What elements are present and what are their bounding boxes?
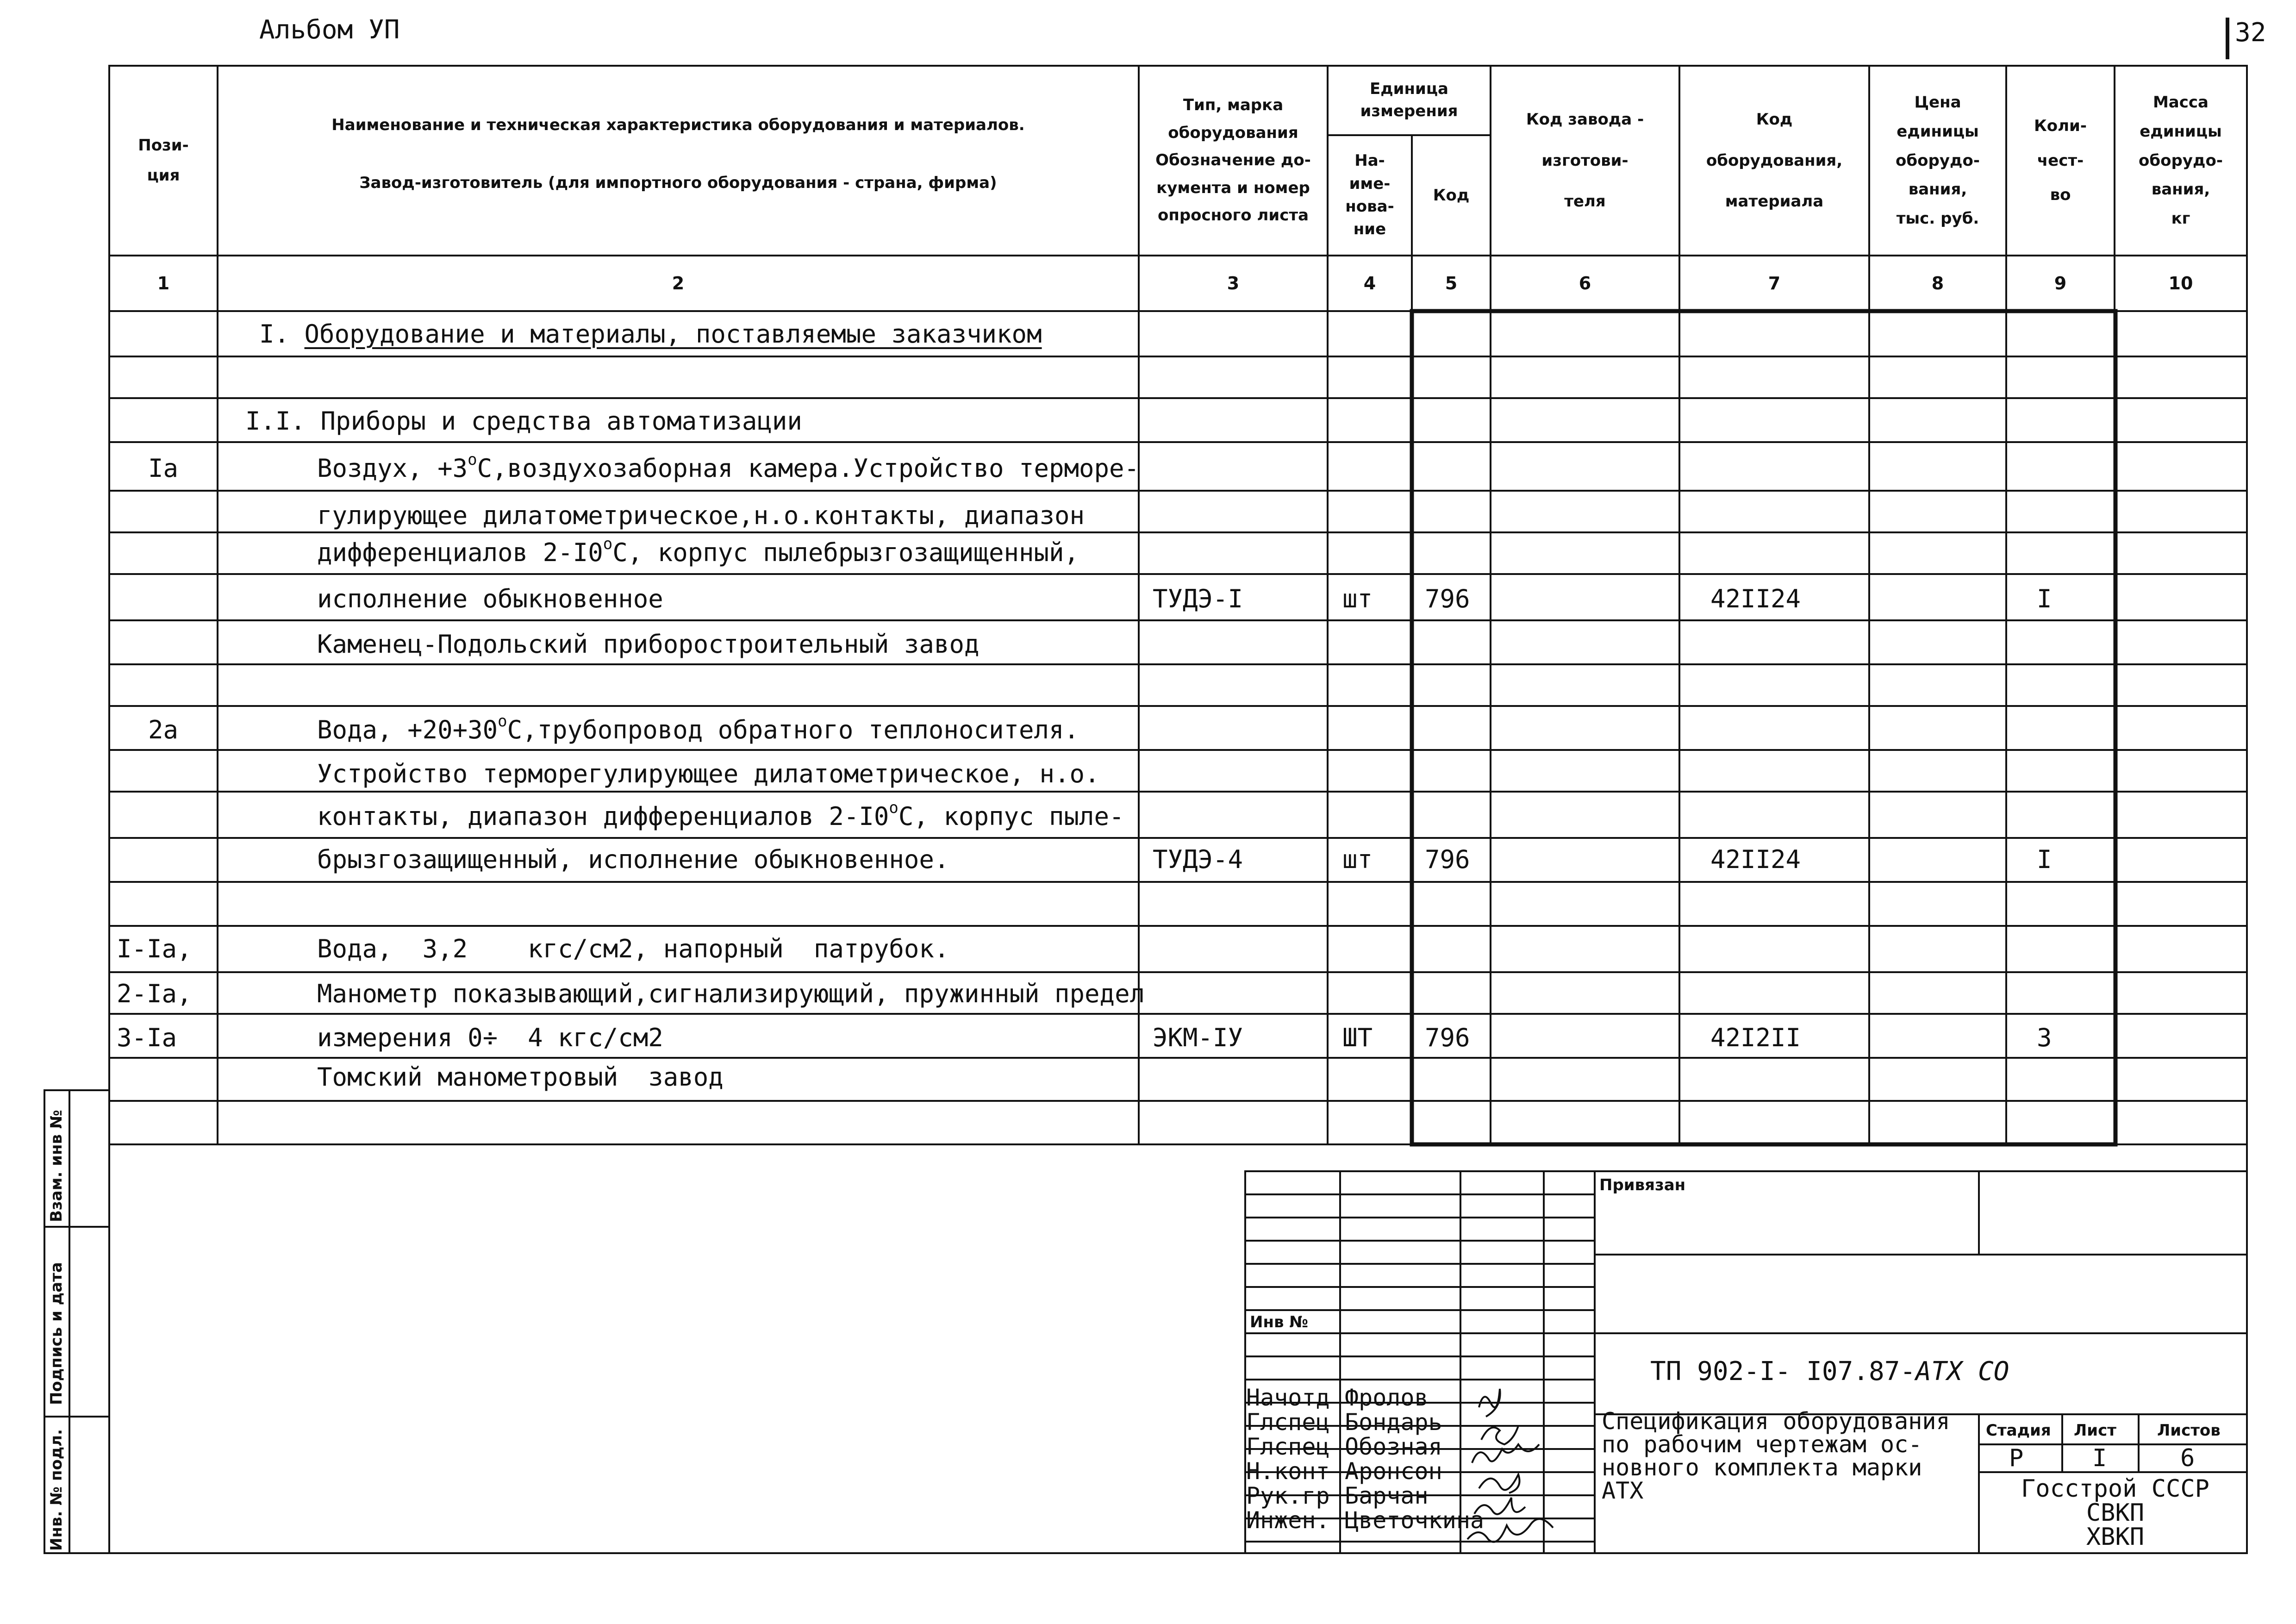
item-2a-line4: брызгозащищенный, исполнение обыкновенное.: [317, 845, 949, 874]
document-code-main: ТП 902-I- I07.87-: [1650, 1356, 1916, 1387]
signature-name: Барчан: [1345, 1482, 1429, 1509]
item-2a-line3-b: С, корпус пыле-: [898, 802, 1124, 831]
signature-name: Аронсон: [1345, 1458, 1442, 1485]
signature-role: Начотд: [1246, 1384, 1330, 1411]
item-3-line2: Манометр показывающий,сигнализирующий, пружинный предел: [317, 979, 1145, 1008]
item-1a-position: Iа: [148, 454, 179, 483]
header-factory-code: Код завода - изготови- теля: [1526, 110, 1644, 211]
side-replaced-inv: Взам. инв №: [47, 1110, 66, 1222]
item-1a-unit: шт: [1342, 584, 1373, 613]
signature-name: Цветочкина: [1345, 1507, 1485, 1534]
sheets-value: 6: [2180, 1444, 2195, 1472]
signature-3: [1472, 1444, 1539, 1463]
degree-sup: о: [603, 535, 613, 553]
column-number: 3: [1227, 273, 1240, 294]
item-1a-line1-b: С,воздухозаборная камера.Устройство терморе-: [477, 454, 1140, 483]
item-1a-line3-a: дифференциалов 2-I0: [317, 538, 603, 567]
item-2a-position: 2а: [148, 715, 179, 744]
signature-name: Бондарь: [1345, 1409, 1442, 1436]
signature-role: Глспец: [1246, 1409, 1330, 1436]
title-block-inv-no: Инв №: [1250, 1313, 1309, 1331]
item-2a-line3-a: контакты, диапазон дифференциалов 2-I0: [317, 802, 889, 831]
item-1a-line5: Каменец-Подольский приборостроительный завод: [317, 630, 980, 659]
header-unit: Единица измерения: [1360, 80, 1458, 120]
item-3-quantity: 3: [2037, 1023, 2052, 1052]
sheets-label: Листов: [2157, 1421, 2221, 1440]
document-code-suffix: АТХ СО: [1915, 1356, 2009, 1387]
item-2a-line1-b: С,трубопровод обратного теплоносителя.: [507, 715, 1079, 744]
header-quantity: Коли- чест- во: [2034, 116, 2087, 205]
column-number: 1: [157, 273, 170, 294]
title-block-bound: Привязан: [1599, 1176, 1686, 1194]
side-inv-no-original: Инв. № подл.: [47, 1429, 66, 1551]
column-number: 6: [1578, 273, 1591, 294]
header-price: Цена единицы оборудо- вания, тыс. руб.: [1896, 93, 1980, 228]
item-2a-unit-code: 796: [1425, 845, 1470, 874]
item-1a-line3-b: С, корпус пылебрызгозащищенный,: [612, 538, 1079, 567]
sheet-value: I: [2092, 1444, 2107, 1472]
section-1-1-heading: I.I. Приборы и средства автоматизации: [245, 406, 802, 436]
item-2a-line1: [317, 712, 1079, 744]
stage-value: Р: [2009, 1444, 2024, 1472]
item-3-line4: Томский манометровый завод: [317, 1062, 724, 1092]
side-sign-date: Подпись и дата: [47, 1262, 66, 1405]
section-1-title: Оборудование и материалы, поставляемые заказчиком: [304, 319, 1042, 349]
item-3-position-1: I-Iа,: [117, 934, 192, 963]
signature-role: Глспец: [1246, 1433, 1330, 1460]
column-number: 10: [2168, 273, 2193, 294]
column-number: 9: [2054, 273, 2067, 294]
item-2a-line3: [317, 799, 1124, 831]
section-1-heading: [259, 319, 1042, 349]
sheet-label: Лист: [2074, 1421, 2116, 1440]
column-number: 8: [1931, 273, 1944, 294]
column-number: 4: [1363, 273, 1376, 294]
item-2a-line2: Устройство терморегулирующее дилатометрическое, н.о.: [317, 759, 1100, 788]
item-3-line3: измерения 0÷ 4 кгс/см2: [317, 1023, 663, 1052]
signature-role: Н.конт: [1246, 1458, 1330, 1485]
section-1-prefix: I.: [259, 319, 305, 349]
column-number: 2: [672, 273, 685, 294]
organization: Госстрой СССР СВКП ХВКП: [2021, 1475, 2209, 1551]
item-1a-quantity: I: [2037, 584, 2052, 613]
document-title: Спецификация оборудования по рабочим чертежам ос- новного комплекта марки АТХ: [1602, 1408, 1950, 1504]
item-1a-line3: [317, 535, 1079, 567]
column-number: 5: [1445, 273, 1458, 294]
stage-label: Стадия: [1986, 1421, 2051, 1440]
signature-role: Инжен.: [1246, 1507, 1330, 1534]
header-name-line2: Завод-изготовитель (для импортного оборудования - страна, фирма): [359, 173, 997, 192]
thick-box: [1412, 311, 2115, 1144]
signature-2: [1481, 1426, 1518, 1444]
album-label: Альбом УП: [259, 15, 400, 45]
item-3-line1: Вода, 3,2 кгс/см2, напорный патрубок.: [317, 934, 949, 963]
item-2a-type: ТУДЭ-4: [1153, 845, 1243, 874]
header-name-line1: Наименование и техническая характеристика оборудования и материалов.: [331, 115, 1025, 134]
item-1a-type: ТУДЭ-I: [1153, 584, 1243, 613]
header-unit-code: Код: [1433, 186, 1470, 205]
item-2a-quantity: I: [2037, 845, 2052, 874]
item-3-equipment-code: 42I2II: [1710, 1023, 1801, 1052]
item-1a-line1-a: Воздух, +3: [317, 454, 468, 483]
item-1a-unit-code: 796: [1425, 584, 1470, 613]
header-equipment-code: Код оборудования, материала: [1706, 110, 1843, 211]
item-1a-line4: исполнение обыкновенное: [317, 584, 663, 613]
item-3-unit: ШТ: [1342, 1023, 1373, 1052]
document-code: [1650, 1356, 2009, 1387]
signature-name: Обозная: [1345, 1433, 1442, 1460]
signature-4: [1479, 1474, 1520, 1493]
degree-sup: о: [468, 450, 477, 469]
header-position: Пози- ция: [138, 136, 189, 185]
item-3-position-3: 3-Iа: [117, 1023, 177, 1052]
degree-sup: о: [498, 712, 507, 731]
item-3-unit-code: 796: [1425, 1023, 1470, 1052]
item-1a-line1: [317, 450, 1140, 483]
signature-name: Фролов: [1345, 1384, 1429, 1411]
header-type: Тип, марка оборудования Обозначение до- кумента и номер опросного листа: [1155, 96, 1311, 225]
column-number: 7: [1768, 273, 1781, 294]
item-2a-equipment-code: 42II24: [1710, 845, 1801, 874]
header-mass: Масса единицы оборудо- вания, кг: [2139, 93, 2223, 228]
item-3-position-2: 2-Iа,: [117, 979, 192, 1008]
header-unit-name: На- име- нова- ние: [1345, 151, 1394, 239]
item-1a-line2: гулирующее дилатометрическое,н.о.контакты, диапазон: [317, 501, 1085, 530]
item-3-type: ЭКМ-IУ: [1153, 1023, 1243, 1052]
item-2a-unit: шт: [1342, 845, 1373, 874]
page-number: 32: [2235, 18, 2266, 48]
signature-role: Рук.гр: [1246, 1482, 1330, 1509]
item-1a-equipment-code: 42II24: [1710, 584, 1801, 613]
degree-sup: о: [889, 799, 898, 817]
item-2a-line1-a: Вода, +20+30: [317, 715, 498, 744]
